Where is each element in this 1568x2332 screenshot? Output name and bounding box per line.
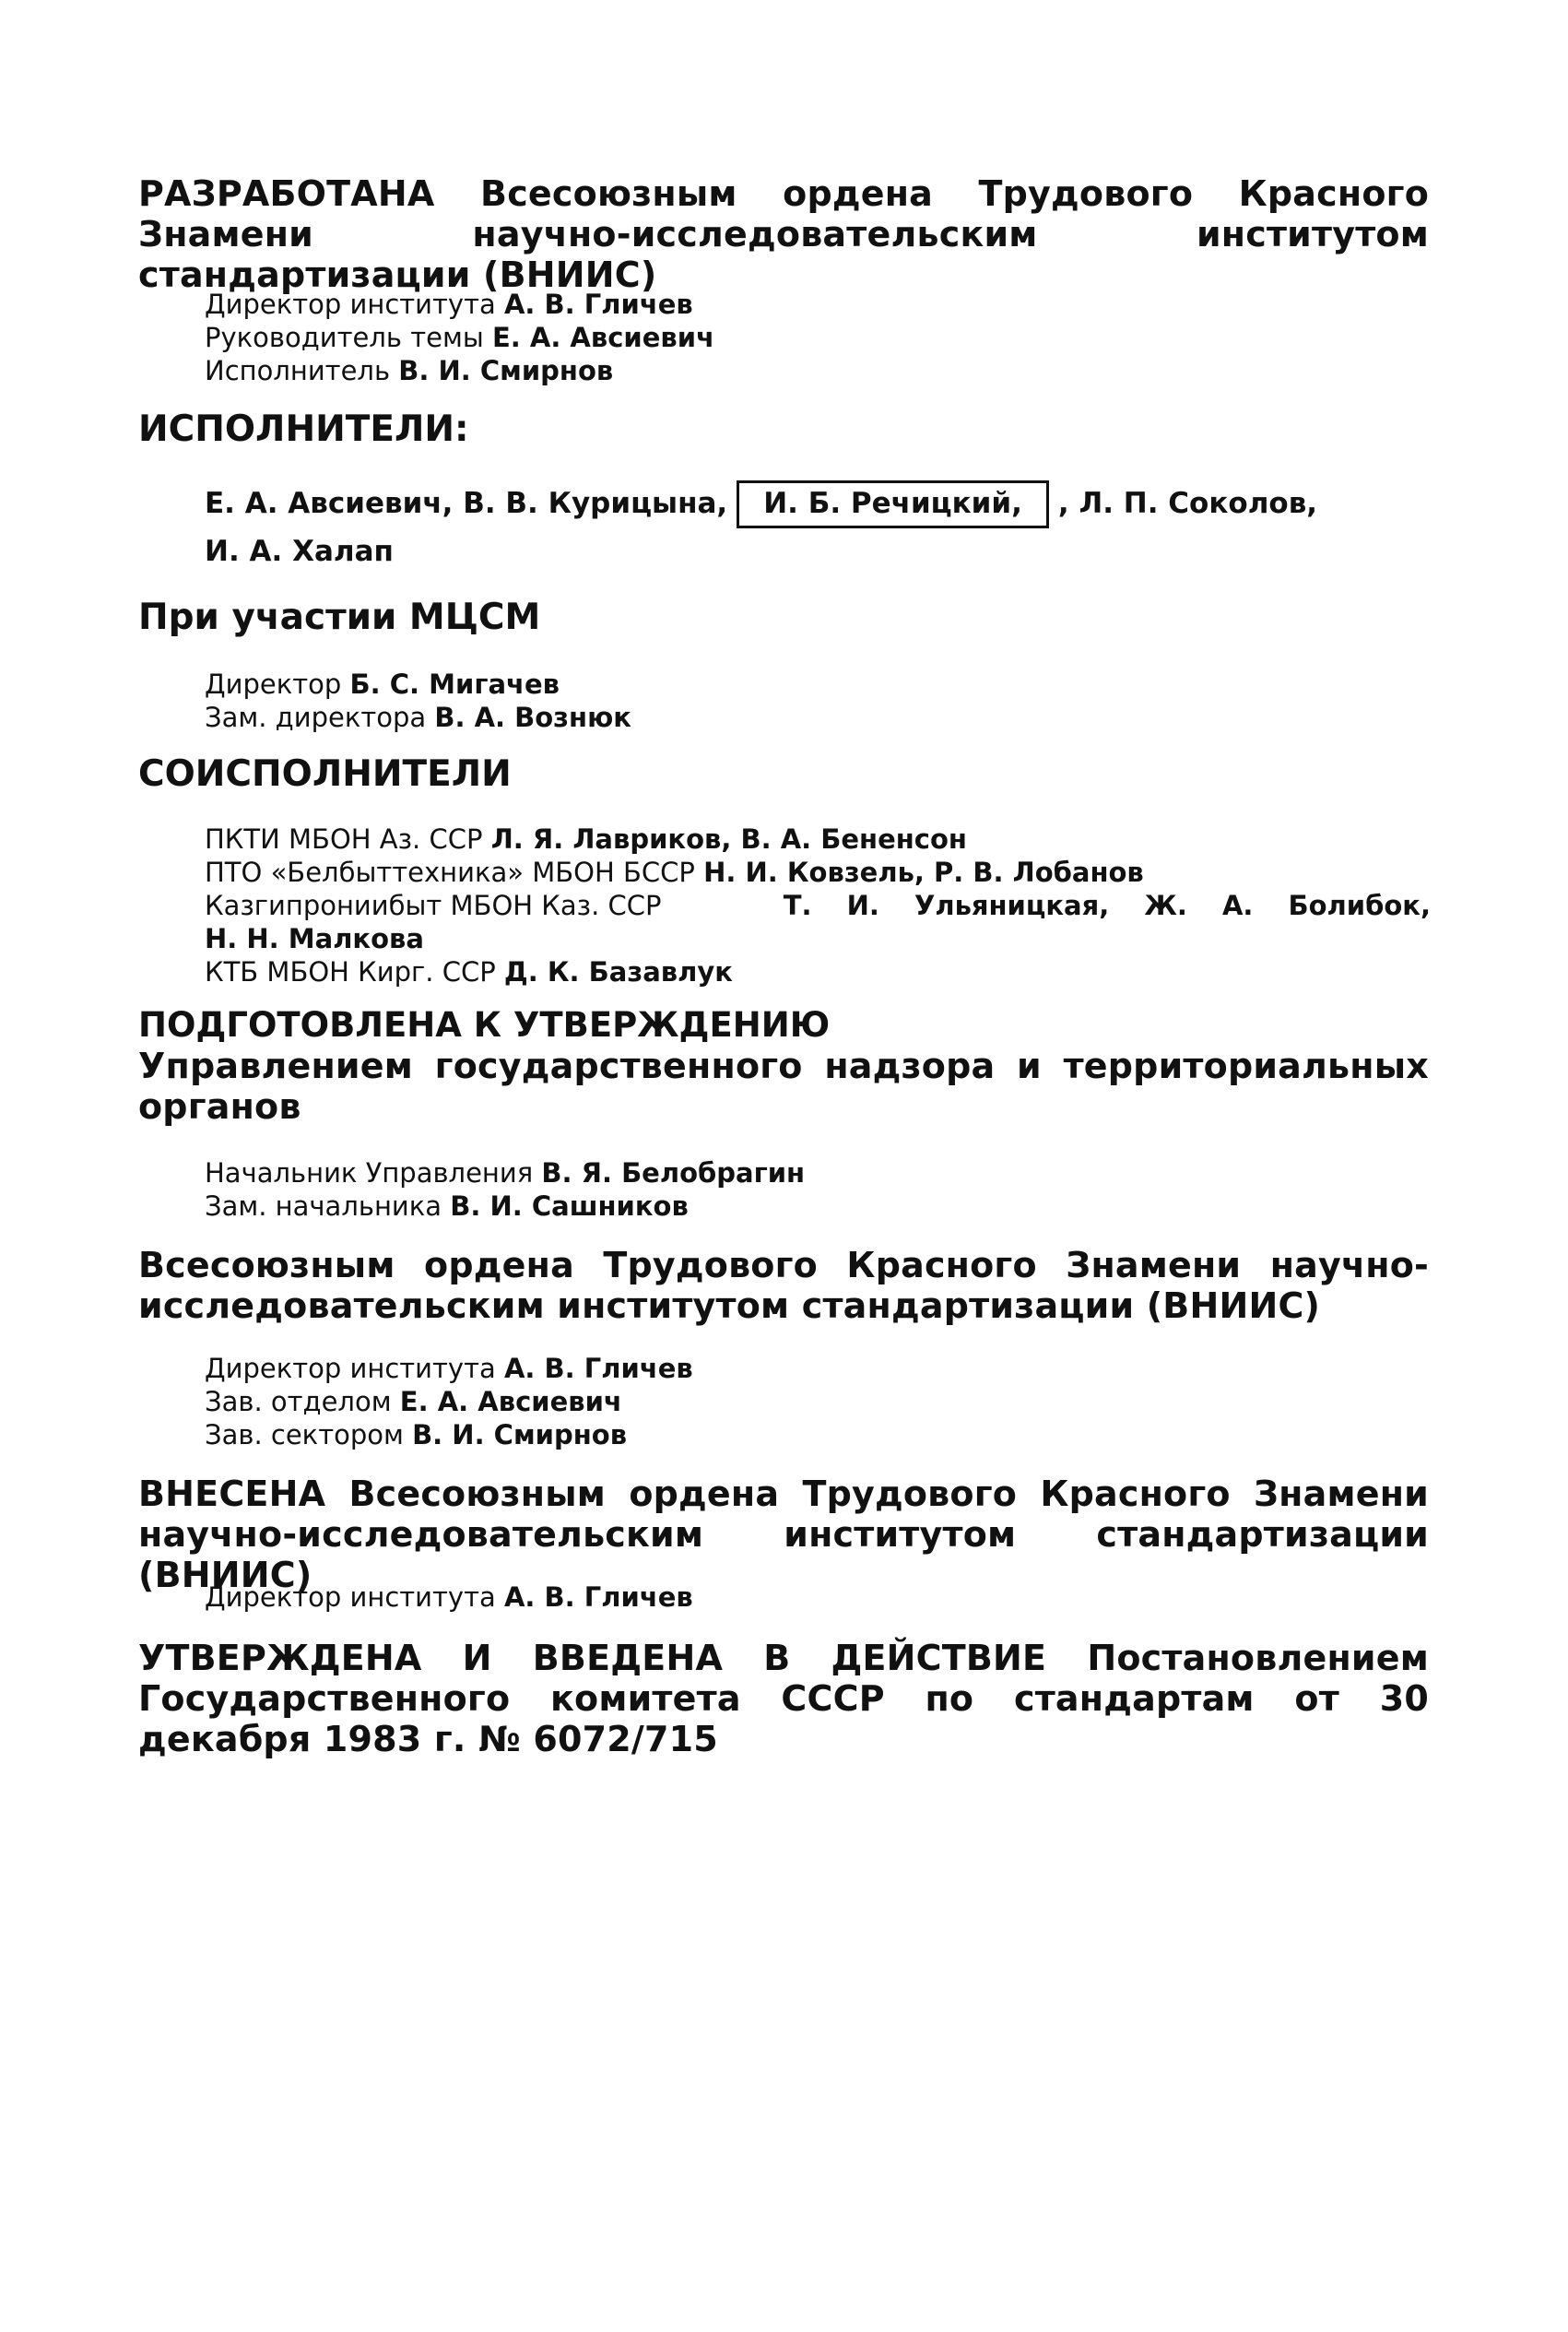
mcsm-staff [205,668,1431,734]
performers-names-a: Е. А. Авсиевич, В. В. Курицына, [205,487,728,520]
submitted-org: Всесоюзным ордена Трудового Красного Знамени научно-исследовательским институтом стандартизации (ВНИИС) [138,1474,1429,1595]
mcsm-section [138,598,1429,638]
staff-line: Руководитель темы Е. А. Авсиевич [205,322,714,353]
co-performers-title: СОИСПОЛНИТЕЛИ [138,753,512,795]
approved-text: Постановлением Государственного комитета СССР по стандартам от 30 декабря 1983 г. № 6072/715 [138,1638,1429,1759]
prepared-staff [205,1156,1431,1223]
performers-names-c: И. А. Халап [205,535,394,568]
staff-line: Зав. сектором В. И. Смирнов [205,1419,628,1450]
performers-row [205,527,1431,575]
mcsm-title: При участии МЦСМ [138,597,541,638]
developed-by-org: Всесоюзным ордена Трудового Красного Знамени научно-исследовательским институтом стандартизации (ВНИИС) [138,173,1429,295]
prepared-title: ПОДГОТОВЛЕНА К УТВЕРЖДЕНИЮ [138,1005,831,1045]
co-performer-line: ПТО «Белбыттехника» МБОН БССР Н. И. Ковзель, Р. В. Лобанов [205,857,1144,888]
performers-title: ИСПОЛНИТЕЛИ: [138,408,469,450]
performers-row [205,479,1431,527]
staff-line: Директор Б. С. Мигачев [205,669,560,700]
staff-line: Зам. начальника В. И. Сашников [205,1190,689,1222]
prepared-section [138,1005,1429,1127]
co-performer-line: ПКТИ МБОН Аз. ССР Л. Я. Лавриков, В. А. Бененсон [205,823,967,855]
staff-line: Зам. директора В. А. Вознюк [205,702,631,733]
staff-line: Исполнитель В. И. Смирнов [205,355,614,386]
vniis-org: Всесоюзным ордена Трудового Красного Знамени научно-исследовательским институтом стандартизации (ВНИИС) [138,1245,1429,1326]
approved-paragraph [138,1638,1429,1759]
performers-section [138,409,1429,450]
submitted-section [138,1474,1429,1595]
co-performer-line: Н. Н. Малкова [205,923,424,954]
staff-line: Директор института А. В. Гличев [205,1581,693,1613]
staff-line: Зав. отделом Е. А. Авсиевич [205,1386,622,1417]
submitted-lead: ВНЕСЕНА [138,1474,326,1514]
performers-names-b: , Л. П. Соколов, [1057,487,1318,520]
staff-line: Начальник Управления В. Я. Белобрагин [205,1157,806,1189]
submitted-paragraph [138,1474,1429,1595]
developed-by-paragraph [138,173,1429,295]
staff-line: Директор института А. В. Гличев [205,1353,693,1384]
approved-lead: УТВЕРЖДЕНА И ВВЕДЕНА В ДЕЙСТВИЕ [138,1638,1047,1678]
developed-by-staff [205,288,1431,387]
developed-by-lead: РАЗРАБОТАНА [138,173,435,214]
vniis-staff [205,1352,1431,1451]
prepared-org: Управлением государственного надзора и территориальных органов [138,1046,1429,1127]
co-performers-list [205,823,1431,988]
submitted-staff [205,1580,1431,1614]
co-performers-section [138,754,1429,795]
boxed-name: И. Б. Речицкий, [737,480,1049,528]
staff-line: Директор института А. В. Гличев [205,289,693,320]
performers-list [205,479,1431,575]
vniis-section [138,1245,1429,1326]
approved-section [138,1638,1429,1759]
co-performer-line: КТБ МБОН Кирг. ССР Д. К. Базавлук [205,956,733,988]
co-performer-line: Казгипрониибыт МБОН Каз. ССР Т. И. Ульяницкая, Ж. А. Болибок, [205,890,1431,921]
developed-by-section [138,173,1429,295]
